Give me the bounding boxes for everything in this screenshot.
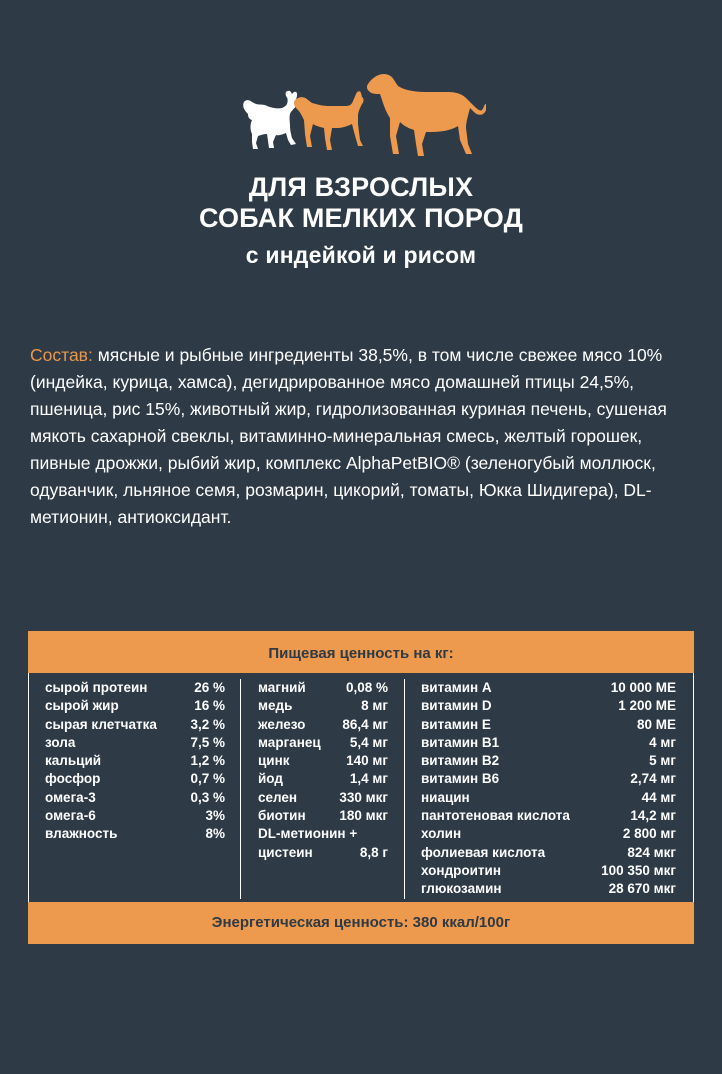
- nutrient-name: йод: [258, 771, 283, 787]
- nutrient-name: ниацин: [421, 789, 470, 805]
- nutrition-column-1: [45, 679, 225, 844]
- nutrient-row: [45, 679, 225, 697]
- nutrient-name: цинк: [258, 753, 290, 769]
- nutrition-header: Пищевая ценность на кг:: [28, 631, 694, 673]
- nutrient-row: [45, 825, 225, 843]
- nutrient-row: [258, 734, 388, 752]
- nutrient-value: 8,8 г: [359, 844, 388, 860]
- nutrient-row: [421, 807, 676, 825]
- nutrient-value: 330 мкг: [339, 789, 388, 805]
- nutrient-name: DL-метионин +: [258, 826, 358, 842]
- nutrient-name: омега-6: [45, 808, 96, 824]
- nutrient-value: 100 350 мкг: [601, 862, 676, 878]
- nutrient-value: 80 МЕ: [636, 716, 676, 732]
- nutrient-value: 0,3 %: [190, 789, 225, 805]
- nutrient-name: марганец: [258, 734, 321, 750]
- large-dog-icon: [367, 74, 486, 156]
- nutrient-name: витамин А: [421, 680, 492, 695]
- composition-paragraph: [30, 342, 698, 531]
- nutrient-name: холин: [421, 826, 462, 842]
- nutrient-value: 10 000 МЕ: [610, 680, 676, 695]
- nutrient-row: [421, 770, 676, 788]
- nutrient-value: 26 %: [194, 680, 225, 695]
- nutrient-row: [258, 752, 388, 770]
- nutrient-value: 0,08 %: [345, 680, 388, 695]
- nutrient-value: 3,2 %: [190, 716, 225, 732]
- nutrient-name: медь: [258, 698, 293, 714]
- nutrient-name: сырой жир: [45, 698, 119, 714]
- nutrient-row: [421, 752, 676, 770]
- nutrient-row: [45, 697, 225, 715]
- nutrient-name: омега-3: [45, 789, 96, 805]
- nutrient-row: [45, 716, 225, 734]
- nutrient-name: фосфор: [45, 771, 101, 787]
- nutrient-value: 86,4 мг: [342, 716, 388, 732]
- nutrient-value: 5,4 мг: [349, 734, 388, 750]
- nutrient-value: 180 мкг: [339, 808, 388, 824]
- product-title: [0, 172, 722, 270]
- nutrient-row: [258, 716, 388, 734]
- nutrient-value: 0,7 %: [190, 771, 225, 787]
- nutrient-row: [421, 880, 676, 898]
- nutrient-value: 4 мг: [649, 734, 676, 750]
- nutrient-name: магний: [258, 680, 306, 695]
- nutrient-name: витамин В2: [421, 753, 500, 769]
- nutrient-name: витамин В6: [421, 771, 500, 787]
- nutrient-row: [258, 697, 388, 715]
- column-divider: [404, 679, 405, 899]
- nutrient-name: пантотеновая кислота: [421, 808, 570, 824]
- nutrient-row: [421, 679, 676, 697]
- nutrient-value: 2,74 мг: [630, 771, 676, 787]
- medium-dog-icon: [294, 91, 364, 150]
- nutrient-value: 16 %: [194, 698, 225, 714]
- nutrient-name: селен: [258, 789, 298, 805]
- nutrient-value: 5 мг: [649, 753, 676, 769]
- nutrient-value: 3%: [205, 808, 225, 824]
- nutrient-name: железо: [258, 716, 306, 732]
- nutrient-row: [421, 862, 676, 880]
- nutrient-row: [421, 697, 676, 715]
- composition-text: мясные и рыбные ингредиенты 38,5%, в том числе свежее мясо 10% (индейка, курица, хамса), дегидрированное мясо домашней птицы 24,5%, пшеница, рис 15%, животный жир, гидролизованная куриная печень, сушеная мякоть сахарной свеклы, витаминно-минеральная смесь, желтый горошек, пивные дрожжи, рыбий жир, комплекс AlphaPetBIO® (зеленогубый моллюск, одуванчик, льняное семя, розмарин, цикорий, томаты, Юкка Шидигера), DL-метионин, антиоксидант.: [30, 345, 667, 527]
- dog-size-icons: [236, 64, 486, 160]
- nutrition-column-2: [258, 679, 388, 862]
- nutrient-value: 140 мг: [346, 753, 388, 769]
- nutrient-value: 7,5 %: [190, 734, 225, 750]
- nutrient-row: [421, 844, 676, 862]
- nutrient-row: [258, 789, 388, 807]
- column-divider: [240, 679, 241, 899]
- nutrient-name: цистеин: [258, 844, 313, 860]
- nutrient-value: 8%: [205, 826, 225, 842]
- nutrient-row: [421, 825, 676, 843]
- nutrient-name: биотин: [258, 808, 306, 824]
- nutrient-value: 1 200 МЕ: [618, 698, 676, 714]
- nutrient-value: 14,2 мг: [630, 808, 676, 824]
- nutrient-name: хондроитин: [421, 862, 501, 878]
- nutrient-name: влажность: [45, 826, 118, 842]
- title-line-2: СОБАК МЕЛКИХ ПОРОД: [198, 203, 524, 233]
- nutrient-value: 2 800 мг: [622, 826, 676, 842]
- nutrient-row: [258, 844, 388, 862]
- nutrient-row: [45, 789, 225, 807]
- small-dog-icon: [243, 91, 297, 149]
- nutrient-name: кальций: [45, 753, 102, 769]
- nutrient-row: [45, 752, 225, 770]
- nutrient-name: витамин В1: [421, 734, 500, 750]
- nutrient-value: 1,4 мг: [349, 771, 388, 787]
- nutrient-value: 1,2 %: [190, 753, 225, 769]
- composition-label: Состав:: [30, 345, 93, 365]
- nutrition-table: [28, 631, 694, 944]
- nutrient-name: фолиевая кислота: [421, 844, 546, 860]
- title-line-1: ДЛЯ ВЗРОСЛЫХ: [248, 172, 474, 202]
- nutrient-row: [421, 716, 676, 734]
- nutrient-row: [258, 679, 388, 697]
- nutrient-row: [421, 789, 676, 807]
- nutrient-name: сырая клетчатка: [45, 716, 157, 732]
- title-line-3: с индейкой и рисом: [245, 242, 477, 268]
- nutrient-value: 8 мг: [361, 698, 388, 714]
- nutrient-row: [45, 770, 225, 788]
- nutrient-row: [45, 807, 225, 825]
- nutrient-name: витамин Е: [421, 716, 491, 732]
- nutrient-name: сырой протеин: [45, 680, 148, 695]
- nutrient-row: [258, 770, 388, 788]
- nutrient-value: 28 670 мкг: [608, 881, 676, 897]
- nutrition-column-3: [421, 679, 676, 899]
- nutrient-name: глюкозамин: [421, 881, 502, 897]
- nutrient-row: [421, 734, 676, 752]
- nutrient-name: витамин D: [421, 698, 492, 714]
- nutrient-row: [258, 825, 388, 843]
- nutrient-name: зола: [45, 734, 76, 750]
- nutrient-value: 44 мг: [641, 789, 676, 805]
- nutrient-value: 824 мкг: [627, 844, 676, 860]
- nutrient-row: [258, 807, 388, 825]
- nutrient-row: [45, 734, 225, 752]
- energy-value: Энергетическая ценность: 380 ккал/100г: [28, 902, 694, 944]
